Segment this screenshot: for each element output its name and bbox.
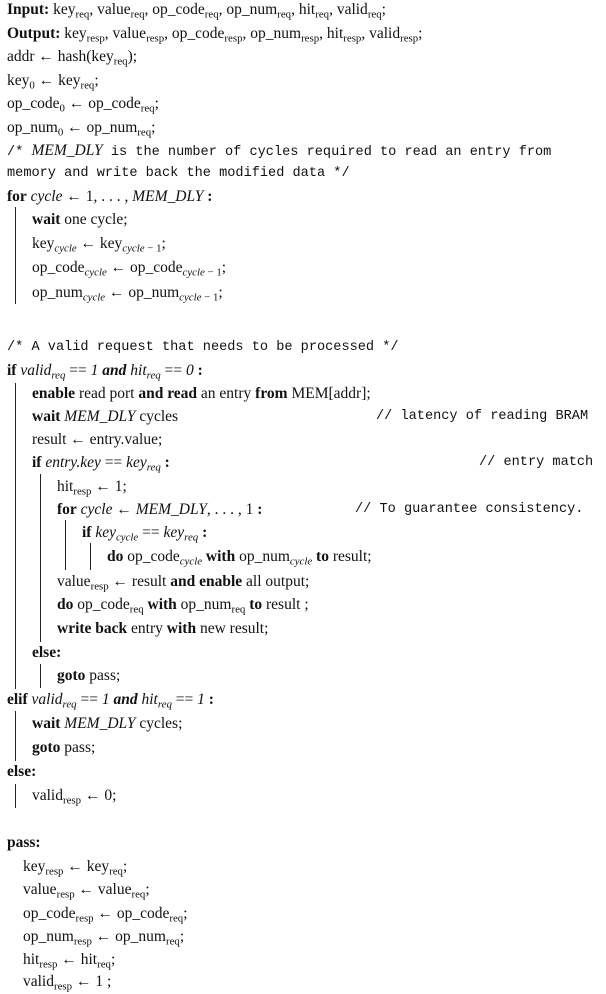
key0-line: key$_0$ ← key$_{req}$;: [7, 72, 99, 92]
result-line: result ← entry.value;: [32, 431, 163, 448]
for-cycle-line: for cycle ← 1, . . . , MEM_DLY :: [7, 188, 213, 205]
opnum-cycle-line: op_num$_{cycle}$ ← op_num$_{cycle - 1}$;: [32, 284, 223, 304]
addr-line: addr ← hash(key$_{req}$);: [7, 48, 138, 68]
opcode-resp-line: op_code$_{resp}$ ← op_code$_{req}$;: [23, 905, 188, 925]
write-back-line: write back entry with new result;: [57, 620, 269, 637]
block-bar-else-goto: [40, 664, 41, 688]
opcode0-line: op_code$_0$ ← op_code$_{req}$;: [7, 95, 159, 115]
value-resp-result-line: value$_{resp}$ ← result and enable all output;: [57, 573, 310, 593]
output-line: Output: key$_{resp}$, value$_{resp}$, op_code$_{resp}$, op_num$_{resp}$, hit$_{resp}$, valid$_{resp}$;: [7, 25, 423, 45]
inner-else-line: else:: [32, 644, 62, 661]
if-valid-line: if valid$_{req}$ == 1 and hit$_{req}$ == 0 :: [7, 362, 203, 382]
comment-memdly-line1: /* MEM_DLY is the number of cycles required to read an entry from: [7, 142, 552, 160]
block-bar-if-valid: [15, 383, 16, 689]
wait-memdly-cycles-line: wait MEM_DLY cycles;: [32, 715, 183, 732]
if-key-cycle-line: if key$_{cycle}$ == key$_{req}$ :: [82, 524, 208, 544]
wait-one-cycle-line: wait one cycle;: [32, 211, 128, 228]
input-line: Input: key$_{req}$, value$_{req}$, op_code$_{req}$, op_num$_{req}$, hit$_{req}$, valid$_{req}$;: [7, 1, 386, 21]
hit-resp-line: hit$_{resp}$ ← 1;: [57, 478, 127, 498]
value-resp-line: value$_{resp}$ ← value$_{req}$;: [23, 881, 150, 901]
comment-consistency: // To guarantee consistency.: [355, 502, 584, 517]
block-bar-inner-for: [65, 520, 66, 570]
key-cycle-line: key$_{cycle}$ ← key$_{cycle - 1}$;: [32, 235, 166, 255]
elif-line: elif valid$_{req}$ == 1 and hit$_{req}$ == 1 :: [7, 691, 214, 711]
opnum-resp-line: op_num$_{resp}$ ← op_num$_{req}$;: [23, 928, 185, 948]
hit-resp-final-line: hit$_{resp}$ ← hit$_{req}$;: [23, 951, 116, 971]
goto-pass-line-1: goto pass;: [57, 667, 121, 684]
comment-entry-match: // entry match: [479, 455, 594, 470]
inner-for-line: for cycle ← MEM_DLY, . . . , 1 :: [57, 501, 263, 518]
do-opcode-cycle-line: do op_code$_{cycle}$ with op_num$_{cycle}$ to result;: [107, 548, 372, 568]
opnum0-line: op_num$_0$ ← op_num$_{req}$;: [7, 119, 156, 139]
block-bar-if-entry-match: [40, 474, 41, 642]
if-entry-key-line: if entry.key == key$_{req}$ :: [32, 454, 170, 474]
goto-pass-line-2: goto pass;: [32, 739, 96, 756]
comment-valid-request: /* A valid request that needs to be processed */: [7, 340, 399, 355]
comment-latency: // latency of reading BRAM: [376, 409, 589, 424]
valid-resp-zero-line: valid$_{resp}$ ← 0;: [32, 787, 117, 807]
do-opcode-req-line: do op_code$_{req}$ with op_num$_{req}$ to result ;: [57, 596, 309, 616]
block-bar-for-cycle: [15, 207, 16, 304]
outer-else-line: else:: [7, 763, 37, 780]
pass-label: pass:: [7, 834, 41, 851]
wait-memdly-line: wait MEM_DLY cycles: [32, 408, 179, 425]
enable-read-line: enable read port and read an entry from MEM[addr];: [32, 385, 371, 402]
block-bar-else-valid: [15, 784, 16, 808]
opcode-cycle-line: op_code$_{cycle}$ ← op_code$_{cycle - 1}$;: [32, 259, 227, 279]
comment-memdly-line2: memory and write back the modified data */: [7, 166, 350, 181]
block-bar-elif: [15, 711, 16, 761]
block-bar-inner-if: [90, 543, 91, 570]
valid-resp-one-line: valid$_{resp}$ ← 1 ;: [23, 973, 112, 993]
key-resp-line: key$_{resp}$ ← key$_{req}$;: [23, 858, 128, 878]
